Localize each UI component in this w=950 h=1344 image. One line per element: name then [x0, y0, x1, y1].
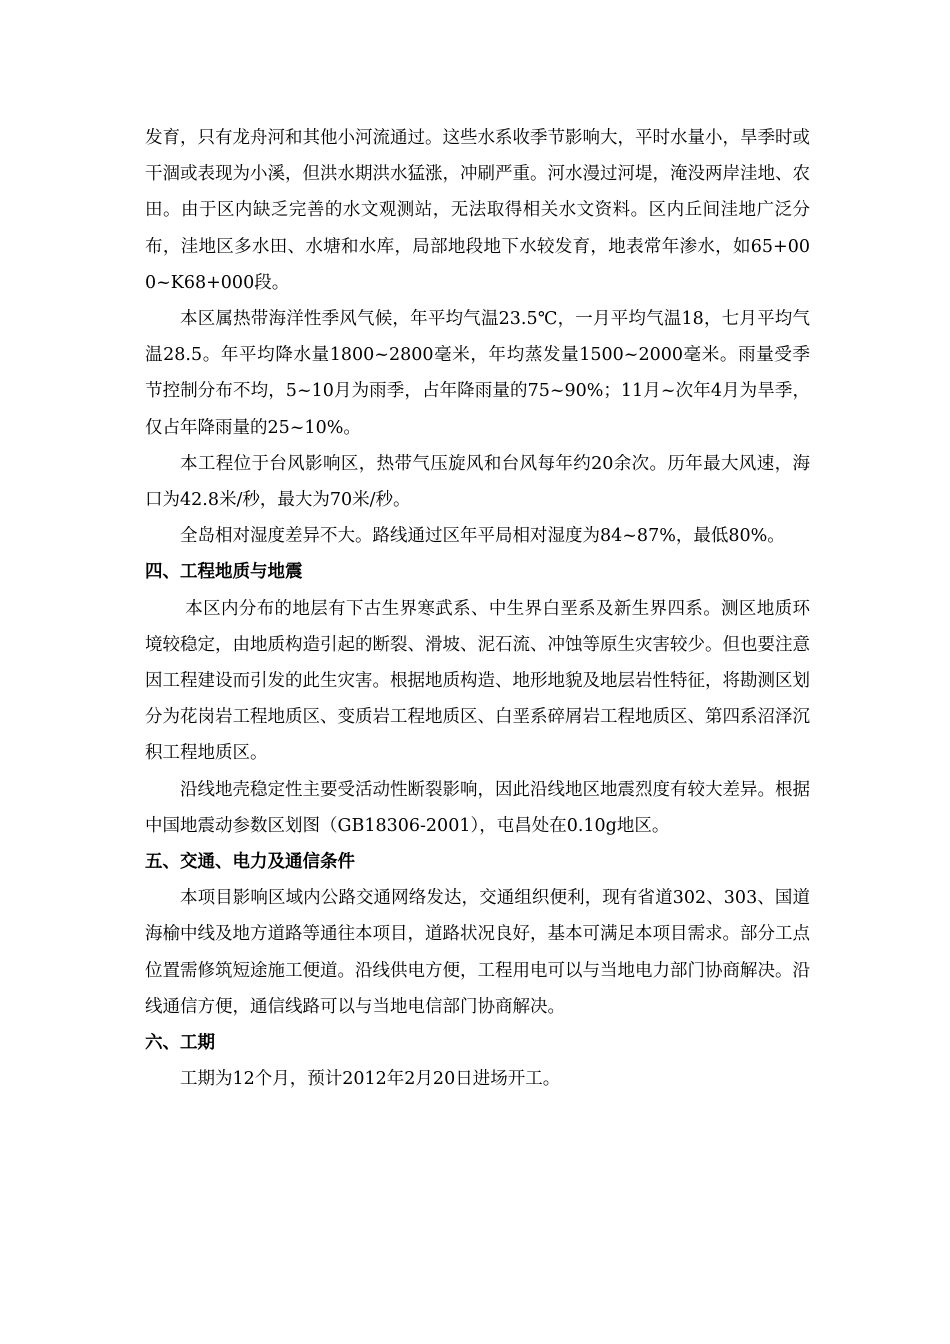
document-page — [145, 120, 810, 1097]
typhoon-paragraph: 本工程位于台风影响区，热带气压旋风和台风每年约20余次。历年最大风速，海口为42.8米/秒，最大为70米/秒。 — [145, 453, 810, 511]
hydrology-paragraph: 发育，只有龙舟河和其他小河流通过。这些水系收季节影响大，平时水量小，旱季时或干涸或表现为小溪，但洪水期洪水猛涨，冲刷严重。河水漫过河堤，淹没两岸洼地、农田。由于区内缺乏完善的水文观测站，无法取得相关水文资料。区内丘间洼地广泛分布，洼地区多水田、水塘和水库，局部地段地下水较发育，地表常年渗水，如65+000~K68+000段。 — [145, 128, 810, 293]
seismic-paragraph: 沿线地壳稳定性主要受活动性断裂影响，因此沿线地区地震烈度有较大差异。根据中国地震动参数区划图（GB18306-2001），屯昌处在0.10g地区。 — [145, 779, 810, 836]
geology-paragraph: 本区内分布的地层有下古生界寒武系、中生界白垩系及新生界四系。测区地质环境较稳定，由地质构造引起的断裂、滑坡、泥石流、冲蚀等原生灾害较少。但也要注意因工程建设而引发的此生灾害。根据地质构造、地形地貌及地层岩性特征，将勘测区划分为花岗岩工程地质区、变质岩工程地质区、白垩系碎屑岩工程地质区、第四系沼泽沉积工程地质区。 — [145, 598, 810, 764]
transport-paragraph: 本项目影响区域内公路交通网络发达，交通组织便利，现有省道302、303、国道海榆中线及地方道路等通往本项目，道路状况良好，基本可满足本项目需求。部分工点位置需修筑短途施工便道。沿线供电方便，工程用电可以与当地电力部门协商解决。沿线通信方便，通信线路可以与当地电信部门协商解决。 — [145, 888, 810, 1017]
section-heading-transport: 五、交通、电力及通信条件 — [145, 852, 355, 873]
section-heading-geology: 四、工程地质与地震 — [145, 562, 303, 583]
humidity-paragraph: 全岛相对湿度差异不大。路线通过区年平局相对湿度为84~87%，最低80%。 — [180, 526, 785, 547]
schedule-paragraph: 工期为12个月，预计2012年2月20日进场开工。 — [180, 1069, 561, 1090]
climate-paragraph: 本区属热带海洋性季风气候，年平均气温23.5℃，一月平均气温18，七月平均气温28.5。年平均降水量1800~2800毫米，年均蒸发量1500~2000毫米。雨量受季节控制分布不均，5~10月为雨季，占年降雨量的75~90%；11月~次年4月为旱季，仅占年降雨量的25~10%。 — [145, 309, 810, 438]
section-heading-schedule: 六、工期 — [145, 1033, 215, 1054]
